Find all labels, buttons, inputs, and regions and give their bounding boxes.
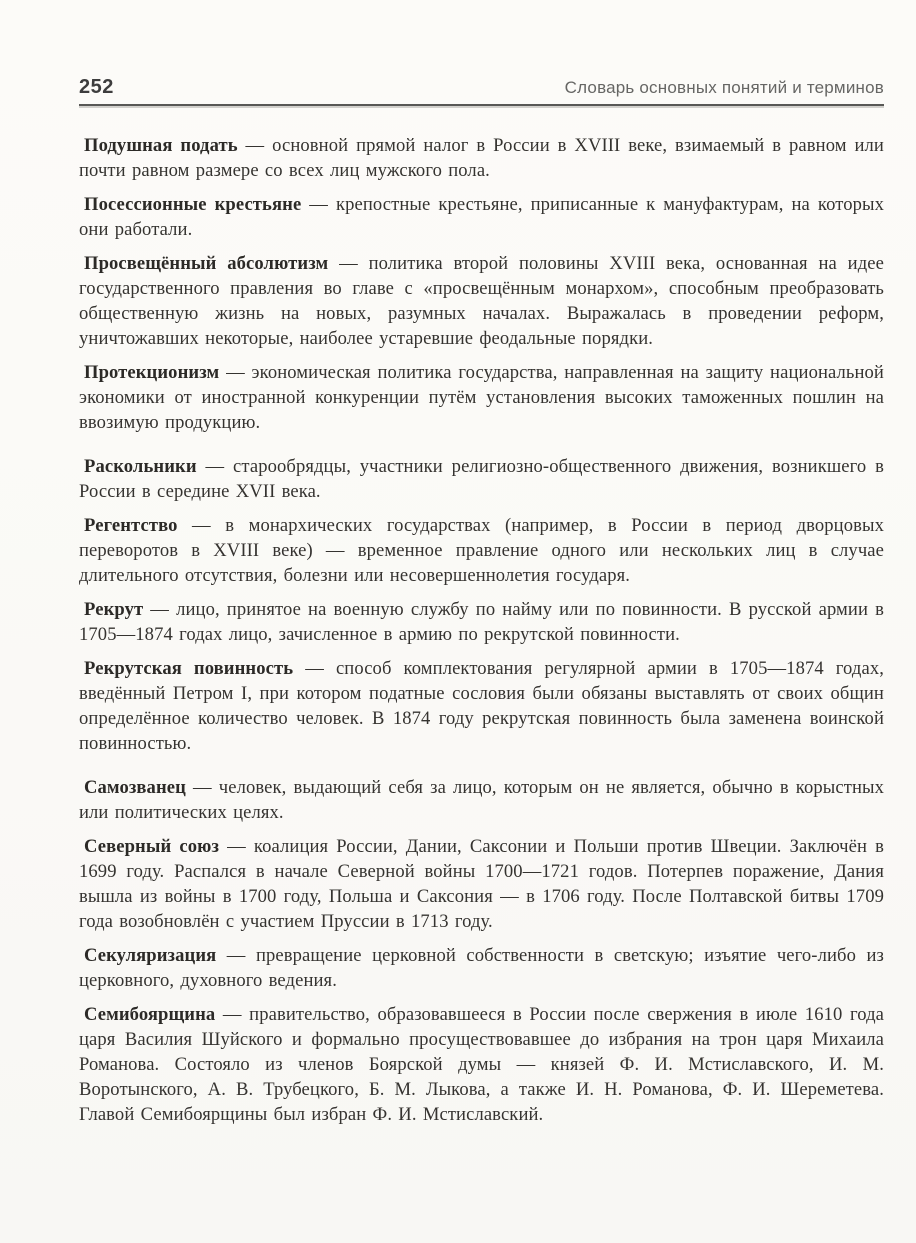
running-header-title: Словарь основных понятий и терминов bbox=[564, 78, 884, 97]
term-label: Просвещённый абсолютизм bbox=[84, 253, 329, 274]
glossary-entry bbox=[79, 1002, 884, 1127]
term-definition: крепостные крестьяне, приписанные к мануфактурам, на которых они работали. bbox=[79, 194, 884, 240]
term-definition: коалиция России, Дании, Саксонии и Польши против Швеции. Заключён в 1699 году. Распался в начале Северной войны 1700—1721 годов. Потерпев поражение, Дания вышла из войны в 1700 году, Польша и Саксония — в 1706 году. После Полтавской битвы 1709 года возобновлён с участием Пруссии в 1713 году. bbox=[79, 836, 884, 932]
term-definition: политика второй половины XVIII века, основанная на идее государственного правления во главе с «просвещённым монархом», способным преобразовать общественную жизнь на новых, разумных началах. Выражалась в проведении реформ, уничтожавших некоторые, наиболее устаревшие феодальные порядки. bbox=[79, 253, 884, 349]
term-label: Самозванец bbox=[84, 777, 186, 798]
term-definition: старообрядцы, участники религиозно-общественного движения, возникшего в России в середине XVII века. bbox=[79, 456, 884, 502]
dash-separator: — bbox=[143, 599, 177, 620]
page-number: 252 bbox=[79, 76, 114, 98]
term-label: Раскольники bbox=[84, 456, 197, 477]
dash-separator: — bbox=[301, 194, 336, 215]
header-rule bbox=[79, 104, 884, 106]
term-label: Семибоярщина bbox=[84, 1004, 216, 1025]
term-definition: превращение церковной собственности в светскую; изъятие чего-либо из церковного, духовного ведения. bbox=[79, 945, 884, 991]
term-definition: основной прямой налог в России в XVIII веке, взимаемый в равном или почти равном размере со всех лиц мужского пола. bbox=[79, 135, 884, 181]
term-label: Секуляризация bbox=[84, 945, 217, 966]
term-label: Посессионные крестьяне bbox=[84, 194, 302, 215]
dash-separator: — bbox=[196, 456, 234, 477]
glossary-entry bbox=[79, 513, 884, 588]
dash-separator: — bbox=[177, 515, 226, 536]
term-label: Северный союз bbox=[84, 836, 220, 857]
glossary-entry bbox=[79, 133, 884, 183]
term-label: Протекционизм bbox=[84, 362, 220, 383]
dash-separator: — bbox=[216, 945, 256, 966]
dash-separator: — bbox=[219, 362, 252, 383]
term-label: Рекрут bbox=[84, 599, 144, 620]
term-definition: экономическая политика государства, направленная на защиту национальной экономики от иностранной конкуренции путём установления высоких таможенных пошлин на ввозимую продукцию. bbox=[79, 362, 884, 433]
glossary-entry bbox=[79, 834, 884, 934]
term-definition: в монархических государствах (например, в России в период дворцовых переворотов в XVIII веке) — временное правление одного или нескольких лиц в случае длительного отсутствия, болезни или несовершеннолетия государя. bbox=[79, 515, 884, 586]
dash-separator: — bbox=[237, 135, 273, 156]
dash-separator: — bbox=[185, 777, 219, 798]
term-definition: способ комплектования регулярной армии в 1705—1874 годах, введённый Петром I, при котором податные сословия были обязаны выставлять от своих общин определённое количество человек. В 1874 году рекрутская повинность была заменена воинской повинностью. bbox=[79, 658, 884, 754]
term-definition: лицо, принятое на военную службу по найму или по повинности. В русской армии в 1705—1874 годах лицо, зачисленное в армию по рекрутской повинности. bbox=[79, 599, 884, 645]
term-definition: правительство, образовавшееся в России после свержения в июле 1610 года царя Василия Шуйского и формально просуществовавшее до избрания на трон царя Михаила Романова. Состояло из членов Боярской думы — князей Ф. И. Мстиславского, И. М. Воротынского, А. В. Трубецкого, Б. М. Лыкова, а также И. Н. Романова, Ф. И. Шереметева. Главой Семибоярщины был избран Ф. И. Мстиславский. bbox=[79, 1004, 885, 1125]
dash-separator: — bbox=[219, 836, 254, 857]
glossary-entry bbox=[79, 597, 884, 647]
term-label: Подушная подать bbox=[84, 135, 238, 156]
page-header bbox=[79, 76, 884, 99]
glossary-entry bbox=[79, 192, 884, 242]
glossary-content bbox=[79, 133, 884, 1127]
term-label: Регентство bbox=[84, 515, 178, 536]
dash-separator: — bbox=[215, 1004, 250, 1025]
term-label: Рекрутская повинность bbox=[84, 658, 294, 679]
glossary-entry bbox=[79, 943, 884, 993]
glossary-entry bbox=[79, 775, 884, 825]
glossary-entry bbox=[79, 454, 884, 504]
dash-separator: — bbox=[293, 658, 336, 679]
term-definition: человек, выдающий себя за лицо, которым он не является, обычно в корыстных или политических целях. bbox=[79, 777, 884, 823]
dash-separator: — bbox=[328, 253, 369, 274]
glossary-entry bbox=[79, 360, 884, 435]
glossary-entry bbox=[79, 251, 884, 351]
glossary-entry bbox=[79, 656, 884, 756]
